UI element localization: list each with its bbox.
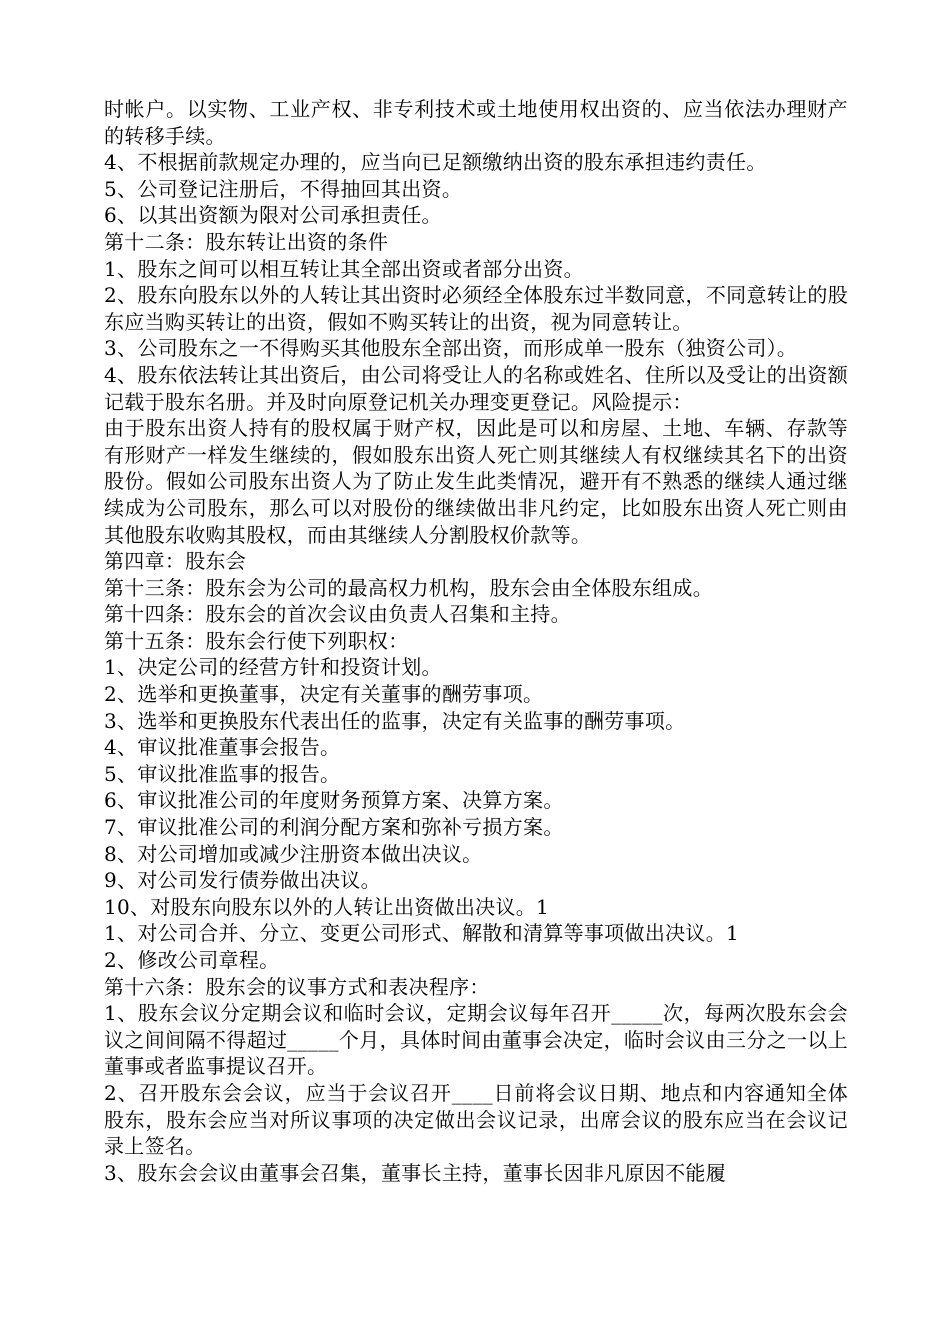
paragraph: 2、股东向股东以外的人转让其出资时必须经全体股东过半数同意，不同意转让的股东应当购买转让的出资，假如不购买转让的出资，视为同意转让。 xyxy=(104,283,848,334)
list-item: 6、审议批准公司的年度财务预算方案、决算方案。 xyxy=(104,788,564,813)
document-page xyxy=(104,96,848,1186)
paragraph: 5、公司登记注册后，不得抽回其出资。 xyxy=(104,176,463,201)
paragraph: 时帐户。以实物、工业产权、非专利技术或土地使用权出资的、应当依法办理财产的转移手续。 xyxy=(104,97,848,148)
list-item: 2、选举和更换董事，决定有关董事的酬劳事项。 xyxy=(104,682,544,707)
section-heading: 第十五条：股东会行使下列职权： xyxy=(104,628,409,653)
list-item: 1、对公司合并、分立、变更公司形式、解散和清算等事项做出决议。1 xyxy=(104,921,740,946)
list-item: 2、召开股东会会议，应当于会议召开____日前将会议日期、地点和内容通知全体股东，股东会应当对所议事项的决定做出会议记录，出席会议的股东应当在会议记录上签名。 xyxy=(104,1080,848,1159)
paragraph: 6、以其出资额为限对公司承担责任。 xyxy=(104,203,442,228)
list-item: 10、对股东向股东以外的人转让出资做出决议。1 xyxy=(104,894,550,919)
paragraph: 3、公司股东之一不得购买其他股东全部出资，而形成单一股东（独资公司）。 xyxy=(104,336,798,361)
section-heading: 第十四条：股东会的首次会议由负责人召集和主持。 xyxy=(104,602,571,627)
paragraph: 4、不根据前款规定办理的，应当向已足额缴纳出资的股东承担违约责任。 xyxy=(104,150,767,175)
paragraph: 由于股东出资人持有的股权属于财产权，因此是可以和房屋、土地、车辆、存款等有形财产一样发生继续的，假如股东出资人死亡则其继续人有权继续其名下的出资股份。假如公司股东出资人为了防止发生此类情况，避开有不熟悉的继续人通过继续成为公司股东，那么可以对股份的继续做出非凡约定，比如股东出资人死亡则由其他股东收购其股权，而由其继续人分割股权价款等。 xyxy=(104,416,848,547)
paragraph: 1、股东之间可以相互转让其全部出资或者部分出资。 xyxy=(104,256,584,281)
list-item: 9、对公司发行债券做出决议。 xyxy=(104,868,381,893)
list-item: 3、股东会会议由董事会召集，董事长主持，董事长因非凡原因不能履 xyxy=(104,1160,727,1185)
list-item: 8、对公司增加或减少注册资本做出决议。 xyxy=(104,841,483,866)
list-item: 1、决定公司的经营方针和投资计划。 xyxy=(104,655,442,680)
list-item: 4、审议批准董事会报告。 xyxy=(104,735,341,760)
section-heading: 第十二条：股东转让出资的条件 xyxy=(104,229,389,254)
paragraph: 4、股东依法转让其出资后，由公司将受让人的名称或姓名、住所以及受让的出资额记载于股东名册。并及时向原登记机关办理变更登记。风险提示： xyxy=(104,362,848,414)
list-item: 7、审议批准公司的利润分配方案和弥补亏损方案。 xyxy=(104,815,564,840)
section-heading: 第十三条：股东会为公司的最高权力机构，股东会由全体股东组成。 xyxy=(104,575,713,600)
list-item: 1、股东会议分定期会议和临时会议，定期会议每年召开_____次，每两次股东会会议之间间隔不得超过_____个月，具体时间由董事会决定，临时会议由三分之一以上董事或者监事提议召开。 xyxy=(104,1001,848,1079)
list-item: 3、选举和更换股东代表出任的监事，决定有关监事的酬劳事项。 xyxy=(104,708,686,733)
list-item: 5、审议批准监事的报告。 xyxy=(104,761,341,786)
chapter-heading: 第四章：股东会 xyxy=(104,549,247,574)
section-heading: 第十六条：股东会的议事方式和表决程序： xyxy=(104,974,490,999)
list-item: 2、修改公司章程。 xyxy=(104,948,280,972)
